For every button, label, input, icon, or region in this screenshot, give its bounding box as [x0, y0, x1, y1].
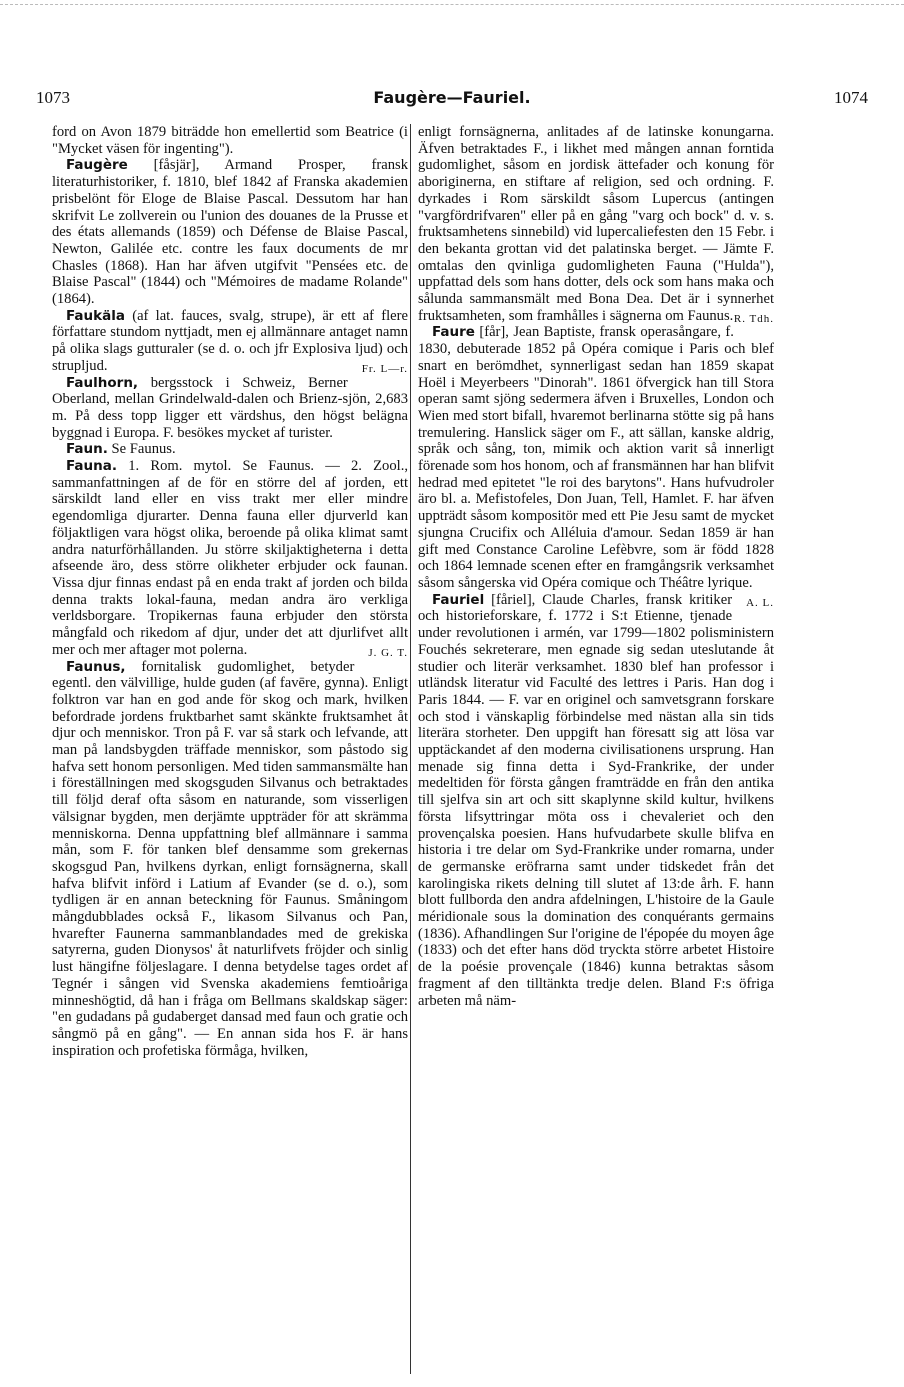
entry-headword: Faugère — [66, 157, 128, 174]
entry — [52, 124, 408, 157]
right-column — [418, 124, 774, 1009]
entry-text: enligt fornsägnerna, anlitades af de latinske konungarna. Äfven betraktades F., i likhet med mången annan forntida gudomlighet, såsom en jordisk ättefader och konung för aboriginerna, en stiftare af religion, sed och ordning. F. dyrkades i Rom särskildt såsom Lupercus (antingen "vargfördrifvaren" eller på en gång "varg och bock" d. v. s. fruktsamhetens sinnebild) vid lupercaliefesten den 15 Febr. i den bekanta grottan vid det palatinska berget. — Jämte F. omtalas den qvinliga gudomligheten Fauna ("Hulda"), uppfattad dels som hans dotter, dels ock som hans maka och sålunda sammansmält med Bona Dea. Det är i synnerhet fruktsamheten, som framhålles i sägnerna om Faunus. — [418, 124, 774, 324]
entry — [418, 592, 774, 1010]
entry — [52, 157, 408, 307]
entry-text: [fåriel], Claude Charles, fransk kritiker och historieforskare, f. 1772 i S:t Etienne, tjenade under revolutionen i armén, var 1799—1802 polisministern Fouchés sekreterare, men egnade sig sedan uteslutande åt studier och literär verksamhet. 1830 blef han professor i utländsk literatur vid Faculté des lettres i Paris. Han dog i Paris 1844. — F. var en originel och samvetsgrann forskare och stod i vänskaplig förbindelse med nästan alla sin tids literära storheter. Den uppgift han föresatt sig att lösa var upptäckandet af den moderna civilisationens ursprung. Han menade sig finna detta i Syd-Frankrike, der under medeltiden för första gången framträdde en från den antika till sjelfva sin art och sitt skaplynne skild kultur, hvilkens första lifsyttringar möta oss i chevaleriet och den provençalska poesien. Hans hufvudarbete skulle blifva en historia i tre delar om Syd-Frankrike under romarna, under de germanske eröfrarna samt under tidskedet från det karolingiska rikets delning till slutet af 13:de årh. F. hann blott fullborda den andra afdelningen, L'histoire de la Gaule méridionale sous la domination des conquérants germains (1836). Afhandlingen Sur l'origine de l'épopée du moyen âge (1833) och det efter hans död tryckta större arbetet Histoire de la poésie provençale (1846) kunna betraktas såsom fragment af den tilltänkta tredje delen. Bland F:s öfriga arbeten må näm- — [418, 591, 774, 1009]
entry-headword: Faunus, — [66, 658, 126, 675]
entry — [52, 308, 408, 375]
page-header — [36, 88, 868, 112]
entry-signature: Fr. L—r. — [361, 362, 408, 375]
entry-signature: J. G. T. — [368, 646, 408, 659]
entry-text: [får], Jean Baptiste, fransk operasångare, f. 1830, debuterade 1852 på Opéra comique i Paris och blef snart en berömdhet, synnerligast sedan han 1859 skapat Hoël i Meyerbeers "Dinorah". 1861 öfvergick han till Stora operan samt sjöng sedermera äfven i Bruxelles, London och Wien med stort bifall, hvaremot berlinarna stötte sig på hans tremulering. Hanslick säger om F., att sällan, kanske aldrig, språk och sång, ton, mimik och aktion varit så innerligt förenade som hos honom, och af fransmännen har han blifvit hedrad med epitetet "le roi des barytons". Hans hufvudroler äro bl. a. Mefistofeles, Don Juan, Tell, Hamlet. F. har äfven uppträdt såsom kompositör med ett Pie Jesu samt de mycket sjungna Crucifix och Alléluia d'amour. Sedan 1859 är han gift med Constance Caroline Lefèbvre, som är född 1828 och 1864 lemnade scenen efter en framgångsrik verksamhet såsom sångerska vid Opéra comique och Théâtre lyrique. — [418, 324, 774, 591]
entry — [418, 124, 774, 324]
entry — [52, 375, 408, 442]
page-title: Faugère—Fauriel. — [373, 88, 531, 107]
right-page-number: 1074 — [834, 88, 868, 107]
entry-headword: Fauriel — [432, 591, 485, 608]
entry-text: Se Faunus. — [107, 441, 176, 458]
scan-edge — [0, 4, 904, 5]
column-divider — [410, 124, 411, 1374]
entry-text: (af lat. fauces, svalg, strupe), är ett af flere författare stundom nyttjadt, men ej allmännare antaget namn på olika slags gutturaler (se d. o. och jfr Explosiva ljud) och strupljud. — [52, 307, 408, 374]
entry-text: 1. Rom. mytol. Se Faunus. — 2. Zool., sammanfattningen af de för en större del af jorden, ett särskildt land eller en viss trakt mer eller mindre egendomliga djurarter. Denna fauna eller djurverld kan följaktligen vara högst olika, beroende på olika klimat samt andra naturförhållanden. Ju större skiljaktigheterna i detta afseende äro, dess större olikheter erbjuder ock faunan. Vissa djur finnas endast på en enda trakt af jorden och bilda denna trakts lokal-fauna, medan andra äro verkliga verldsborgare. Tropikernas fauna erbjuder den största mångfald och rikedom af djur, under det att djurlifvet allt mer och mer aftager mot polerna. — [52, 458, 408, 658]
entry-headword: Faure — [432, 324, 475, 341]
entry-text: bergsstock i Schweiz, Berner Oberland, mellan Grindelwald-dalen och Brienz-sjön, 2,683 m. På dess topp ligger ett värdshus, den högst belägna byggnad i Europa. F. besökes mycket af turister. — [52, 374, 408, 441]
entry-headword: Faun. — [66, 441, 108, 458]
entry — [52, 458, 408, 658]
entry-headword: Fauna. — [66, 458, 118, 475]
entry-text: [fåsjär], Armand Prosper, fransk literaturhistoriker, f. 1810, blef 1842 af Franska akademien prisbelönt för Eloge de Blaise Pascal. Dessutom har han skrifvit Le zollverein ou l'union des douanes de la Prusse et des états allemands (1859) och Défense de Blaise Pascal, Newton, Galilée etc. contre les faux documents de mr Chasles (1868). Han har äfven utgifvit "Pensées etc. de Blaise Pascal" (1844) och "Mémoires de madame Rolande" (1864). — [52, 157, 408, 308]
entry-text: fornitalisk gudomlighet, betyder egentl. den välvillige, hulde guden (af favēre, gynna). Enligt folktron var han en god ande för skog och mark, hvilken befordrade jordens fruktbarhet samt skänkte fruktsamhet åt djur och menniskor. Tron på F. var så stark och lefvande, att man på landsbygden träffade menniskor, som påstodo sig hafva sett honom personligen. Med tiden sammansmälte han i föreställningen med skogsguden Silvanus och betraktades till följd deraf ofta såsom en naturande, som visserligen välsignar bygden, men derjämte uppträder för att skrämma menniskorna. Denna uppfattning blef allmännare i samma mån, som F. för tanken blef densamme som grekernas skogsgud Pan, hvilkens dyrkan, enligt fornsägnerna, skall hafva blifvit införd i Latium af Evander (se d. o.), som tydligen är en annan beteckning för Faunus. Småningom mångdubblades också F., likasom Silvanus och Pan, hvarefter Faunerna sammanblandades med de grekiska satyrerna, guden Dionysos' åt naturlifvets fröjder och sinlig lust hängifne följeslagare. I denna betydelse tages ordet af Tegnér i sången vid Svenska akademiens femtioåriga minneshögtid, då han i fråga om Bellmans skaldskap säger: "en gudadans på gudaberget dansad med faun och gratie och sångmö på en gång". — En annan sida hos F. är hans inspiration och profetiska förmåga, hvilken, — [52, 658, 408, 1059]
entry-headword: Faulhorn, — [66, 374, 139, 391]
left-page-number: 1073 — [36, 88, 70, 107]
entry-headword: Faukäla — [66, 307, 125, 324]
entry-text: ford on Avon 1879 biträdde hon emellertid som Beatrice (i "Mycket väsen för ingenting"). — [52, 124, 408, 157]
entry — [52, 659, 408, 1060]
left-column — [52, 124, 408, 1059]
entry-signature: R. Tdh. — [733, 312, 774, 325]
entry-signature: A. L. — [746, 596, 774, 609]
entry — [52, 441, 408, 458]
